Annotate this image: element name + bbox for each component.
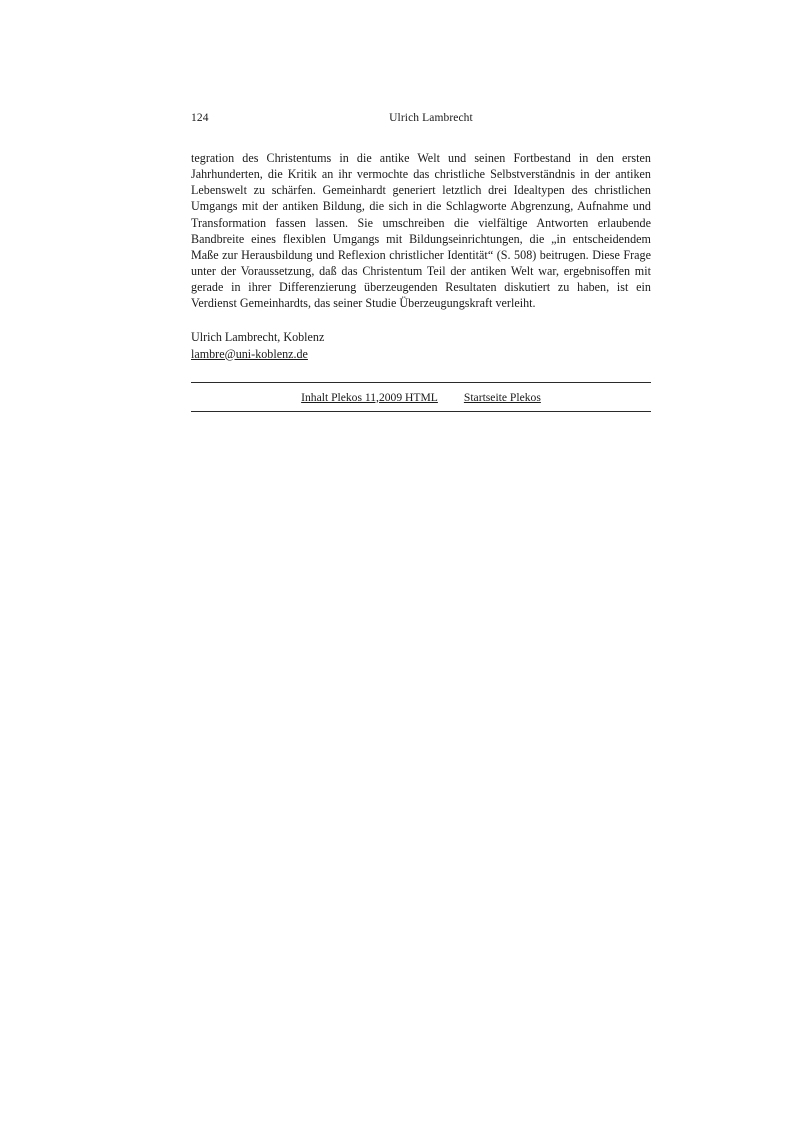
author-signature [191, 329, 651, 361]
author-name: Ulrich Lambrecht, Koblenz [191, 330, 325, 345]
page-number: 124 [191, 112, 209, 124]
running-head [191, 112, 651, 124]
footer-rule-bottom [191, 411, 651, 412]
footer-link-inhalt[interactable]: Inhalt Plekos 11,2009 HTML [301, 390, 438, 404]
footer-link-startseite[interactable]: Startseite Plekos [463, 390, 541, 404]
page-content [191, 112, 651, 412]
running-head-title: Ulrich Lambrecht [389, 112, 473, 124]
author-email-link[interactable]: lambre@uni-koblenz.de [191, 346, 308, 361]
page-footer [191, 382, 651, 412]
footer-navigation [191, 383, 651, 411]
body-paragraph: tegration des Christentums in die antike Welt und seinen Fortbestand in den ersten Jahrhunderten, die Kritik an ihr vermochte das christliche Selbstverständnis in der antiken Lebenswelt zu schärfen. Gemeinhardt generiert letztlich drei Idealtypen des christlichen Umgangs mit der antiken Bildung, die sich in die Schlagworte Abgrenzung, Aufnahme und Transformation fassen lassen. Sie umschreiben die vielfältige Antworten erlaubende Bandbreite eines flexiblen Umgangs mit Bildungseinrichtungen, die „in entscheidendem Maße zur Herausbildung und Reflexion christlicher Identität“ (S. 508) beitrugen. Diese Frage unter der Voraussetzung, daß das Christentum Teil der antiken Welt war, ergebnisoffen mit gerade in ihrer Differenzierung überzeugenden Resultaten diskutiert zu haben, ist ein Verdienst Gemeinhardts, das seiner Studie Überzeugungskraft verleiht. [191, 151, 651, 311]
